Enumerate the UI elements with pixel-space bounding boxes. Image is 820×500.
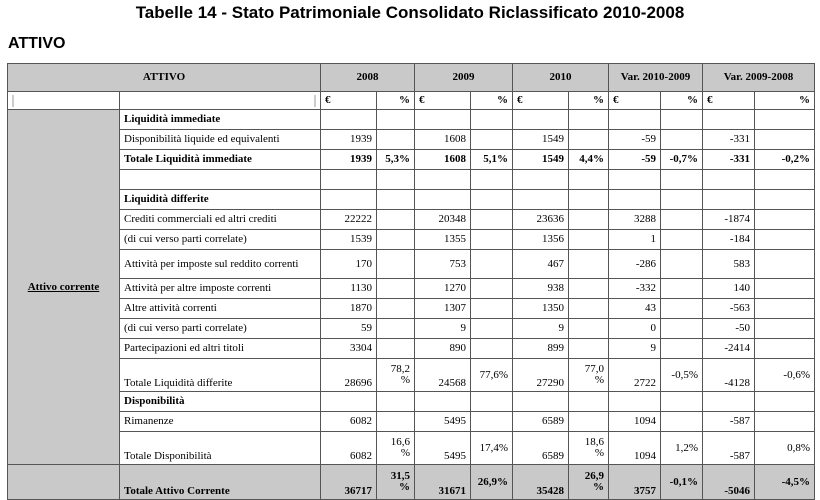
row-label: Altre attività correnti [120,299,321,319]
value-cell: 1870 [321,299,377,319]
pct-cell: -4,5% [755,465,815,500]
value-cell: 938 [513,279,569,299]
value-cell: 140 [703,279,755,299]
pct-cell [755,250,815,279]
pct-cell [377,392,415,412]
pct-cell [755,279,815,299]
pct-cell [377,299,415,319]
pct-cell: 0,8% [755,432,815,465]
value-cell: 899 [513,339,569,359]
value-cell [321,190,377,210]
value-cell: 3757 [609,465,661,500]
pct-cell: 77,0 % [569,359,609,392]
pct-cell [661,279,703,299]
row-label: Crediti commerciali ed altri crediti [120,210,321,230]
pct-cell [569,110,609,130]
value-cell: 9 [415,319,471,339]
pct-cell [471,250,513,279]
value-cell: -2414 [703,339,755,359]
pct-cell [755,230,815,250]
pct-cell [377,170,415,190]
table-row [8,319,815,339]
pct-cell [755,339,815,359]
table-row [8,230,815,250]
pct-cell: 77,6% [471,359,513,392]
pct-cell: 16,6 % [377,432,415,465]
pct-cell [569,170,609,190]
empty-cell [120,92,321,110]
unit-cell: € [513,92,569,110]
unit-cell: € [609,92,661,110]
value-cell: -331 [703,150,755,170]
table-row [8,299,815,319]
pct-cell [569,130,609,150]
value-cell: 22222 [321,210,377,230]
pct-cell: 17,4% [471,432,513,465]
value-cell: 890 [415,339,471,359]
value-cell: 6082 [321,412,377,432]
row-label: Partecipazioni ed altri titoli [120,339,321,359]
value-cell: 6082 [321,432,377,465]
pct-cell: % [377,92,415,110]
value-cell [415,170,471,190]
pct-cell: 26,9% [471,465,513,500]
value-cell: 1939 [321,130,377,150]
value-cell [321,170,377,190]
section-heading: ATTIVO [8,35,66,52]
pct-cell [661,392,703,412]
pct-cell [661,299,703,319]
pct-cell [569,299,609,319]
pct-cell [377,110,415,130]
pct-cell: 5,1% [471,150,513,170]
value-cell: -50 [703,319,755,339]
pct-cell: 1,2% [661,432,703,465]
value-cell: -59 [609,130,661,150]
unit-row [8,92,815,110]
value-cell: -563 [703,299,755,319]
pct-cell [377,210,415,230]
value-cell [415,190,471,210]
pct-cell [471,170,513,190]
table-row [8,432,815,465]
value-cell [703,170,755,190]
row-label: (di cui verso parti correlate) [120,230,321,250]
cell-marker [12,95,14,107]
side-label-cell [8,110,120,465]
pct-cell [755,319,815,339]
pct-cell: 5,3% [377,150,415,170]
header-variation: Var. 2010-2009 [609,64,703,92]
section-row [8,110,815,130]
pct-cell: 18,6 % [569,432,609,465]
pct-cell [377,190,415,210]
value-cell: -587 [703,432,755,465]
pct-cell: -0,7% [661,150,703,170]
row-label: Disponibilità [120,392,321,412]
value-cell [703,110,755,130]
value-cell: 170 [321,250,377,279]
pct-cell [377,230,415,250]
row-label: Totale Liquidità differite [120,359,321,392]
pct-cell [569,210,609,230]
value-cell [609,392,661,412]
header-variation: Var. 2009-2008 [703,64,815,92]
row-label: Attività per imposte sul reddito correnti [120,250,321,279]
pct-cell: % [661,92,703,110]
header-year: 2010 [513,64,609,92]
pct-cell [661,130,703,150]
value-cell: 3304 [321,339,377,359]
table-row [8,150,815,170]
pct-cell: 31,5 % [377,465,415,500]
pct-cell [755,412,815,432]
value-cell [609,110,661,130]
pct-cell: -0,5% [661,359,703,392]
pct-cell [755,110,815,130]
pct-cell [569,339,609,359]
row-label: Liquidità differite [120,190,321,210]
table-row [8,170,815,190]
table-title: Tabelle 14 - Stato Patrimoniale Consolidato Riclassificato 2010-2008 [135,3,685,22]
value-cell [321,392,377,412]
pct-cell [755,190,815,210]
value-cell [609,170,661,190]
value-cell: 1094 [609,432,661,465]
value-cell [513,190,569,210]
pct-cell [377,339,415,359]
pct-cell [755,130,815,150]
pct-cell [471,319,513,339]
header-year: 2009 [415,64,513,92]
pct-cell [471,299,513,319]
value-cell [513,170,569,190]
row-label [120,170,321,190]
value-cell [703,392,755,412]
value-cell: 6589 [513,432,569,465]
pct-cell [661,250,703,279]
pct-cell [755,170,815,190]
value-cell: 3288 [609,210,661,230]
row-label: Totale Attivo Corrente [120,465,321,500]
value-cell [513,392,569,412]
table-row [8,210,815,230]
pct-cell [569,392,609,412]
value-cell: 5495 [415,432,471,465]
row-label: Totale Disponibilità [120,432,321,465]
value-cell: -5046 [703,465,755,500]
pct-cell [661,170,703,190]
table-row [8,279,815,299]
pct-cell [569,319,609,339]
value-cell: 59 [321,319,377,339]
pct-cell [661,319,703,339]
pct-cell: -0,1% [661,465,703,500]
value-cell: -286 [609,250,661,279]
value-cell: 1307 [415,299,471,319]
value-cell: 23636 [513,210,569,230]
value-cell [703,190,755,210]
pct-cell: % [569,92,609,110]
value-cell: 6589 [513,412,569,432]
value-cell: 753 [415,250,471,279]
side-label: Attivo corrente [27,280,100,293]
pct-cell [569,190,609,210]
value-cell [415,392,471,412]
pct-cell [377,250,415,279]
table-row [8,250,815,279]
table-row [8,130,815,150]
balance-sheet-table [7,63,815,500]
value-cell: 0 [609,319,661,339]
pct-cell: 26,9 % [569,465,609,500]
pct-cell [377,412,415,432]
pct-cell [661,210,703,230]
pct-cell [569,250,609,279]
cell-marker [314,95,316,107]
pct-cell [661,110,703,130]
value-cell [415,110,471,130]
pct-cell [377,279,415,299]
table-row [8,339,815,359]
value-cell: 31671 [415,465,471,500]
value-cell: 1549 [513,130,569,150]
pct-cell: 4,4% [569,150,609,170]
pct-cell [661,412,703,432]
value-cell: 1270 [415,279,471,299]
value-cell: 1939 [321,150,377,170]
row-label: Liquidità immediate [120,110,321,130]
value-cell: 1 [609,230,661,250]
table-row [8,359,815,392]
table-row [8,412,815,432]
pct-cell: % [755,92,815,110]
pct-cell [471,392,513,412]
value-cell: 35428 [513,465,569,500]
value-cell: 1355 [415,230,471,250]
section-row [8,190,815,210]
value-cell: 583 [703,250,755,279]
row-label: Attività per altre imposte correnti [120,279,321,299]
value-cell: 1356 [513,230,569,250]
value-cell: 28696 [321,359,377,392]
value-cell [609,190,661,210]
pct-cell [661,230,703,250]
pct-cell [569,412,609,432]
value-cell: 9 [513,319,569,339]
row-label: Rimanenze [120,412,321,432]
section-row [8,392,815,412]
value-cell: -587 [703,412,755,432]
header-year: 2008 [321,64,415,92]
unit-cell: € [415,92,471,110]
row-label: (di cui verso parti correlate) [120,319,321,339]
pct-cell [661,190,703,210]
value-cell: 1094 [609,412,661,432]
row-label: Disponibilità liquide ed equivalenti [120,130,321,150]
unit-cell: € [703,92,755,110]
pct-cell [471,210,513,230]
value-cell: -4128 [703,359,755,392]
pct-cell: -0,2% [755,150,815,170]
pct-cell [569,230,609,250]
pct-cell [661,339,703,359]
value-cell: -1874 [703,210,755,230]
grand-total-row [8,465,815,500]
value-cell: 9 [609,339,661,359]
pct-cell [755,299,815,319]
value-cell: 1608 [415,150,471,170]
empty-cell [8,92,120,110]
empty-cell [8,465,120,500]
row-label: Totale Liquidità immediate [120,150,321,170]
pct-cell: % [471,92,513,110]
header-attivo: ATTIVO [8,64,321,92]
header-row [8,64,815,92]
pct-cell [471,230,513,250]
value-cell: 1539 [321,230,377,250]
value-cell: 1350 [513,299,569,319]
pct-cell [377,130,415,150]
pct-cell [377,319,415,339]
value-cell: 467 [513,250,569,279]
unit-cell: € [321,92,377,110]
pct-cell [471,130,513,150]
pct-cell [755,392,815,412]
value-cell: -59 [609,150,661,170]
value-cell: -332 [609,279,661,299]
pct-cell: 78,2 % [377,359,415,392]
value-cell: 20348 [415,210,471,230]
pct-cell [471,339,513,359]
value-cell [513,110,569,130]
value-cell: -184 [703,230,755,250]
value-cell: 2722 [609,359,661,392]
value-cell: 1130 [321,279,377,299]
pct-cell [471,190,513,210]
value-cell: 27290 [513,359,569,392]
pct-cell [471,412,513,432]
value-cell: 1549 [513,150,569,170]
pct-cell [569,279,609,299]
value-cell: 5495 [415,412,471,432]
value-cell: 43 [609,299,661,319]
value-cell: 24568 [415,359,471,392]
pct-cell: -0,6% [755,359,815,392]
pct-cell [755,210,815,230]
value-cell: -331 [703,130,755,150]
pct-cell [471,279,513,299]
value-cell: 1608 [415,130,471,150]
value-cell [321,110,377,130]
pct-cell [471,110,513,130]
value-cell: 36717 [321,465,377,500]
